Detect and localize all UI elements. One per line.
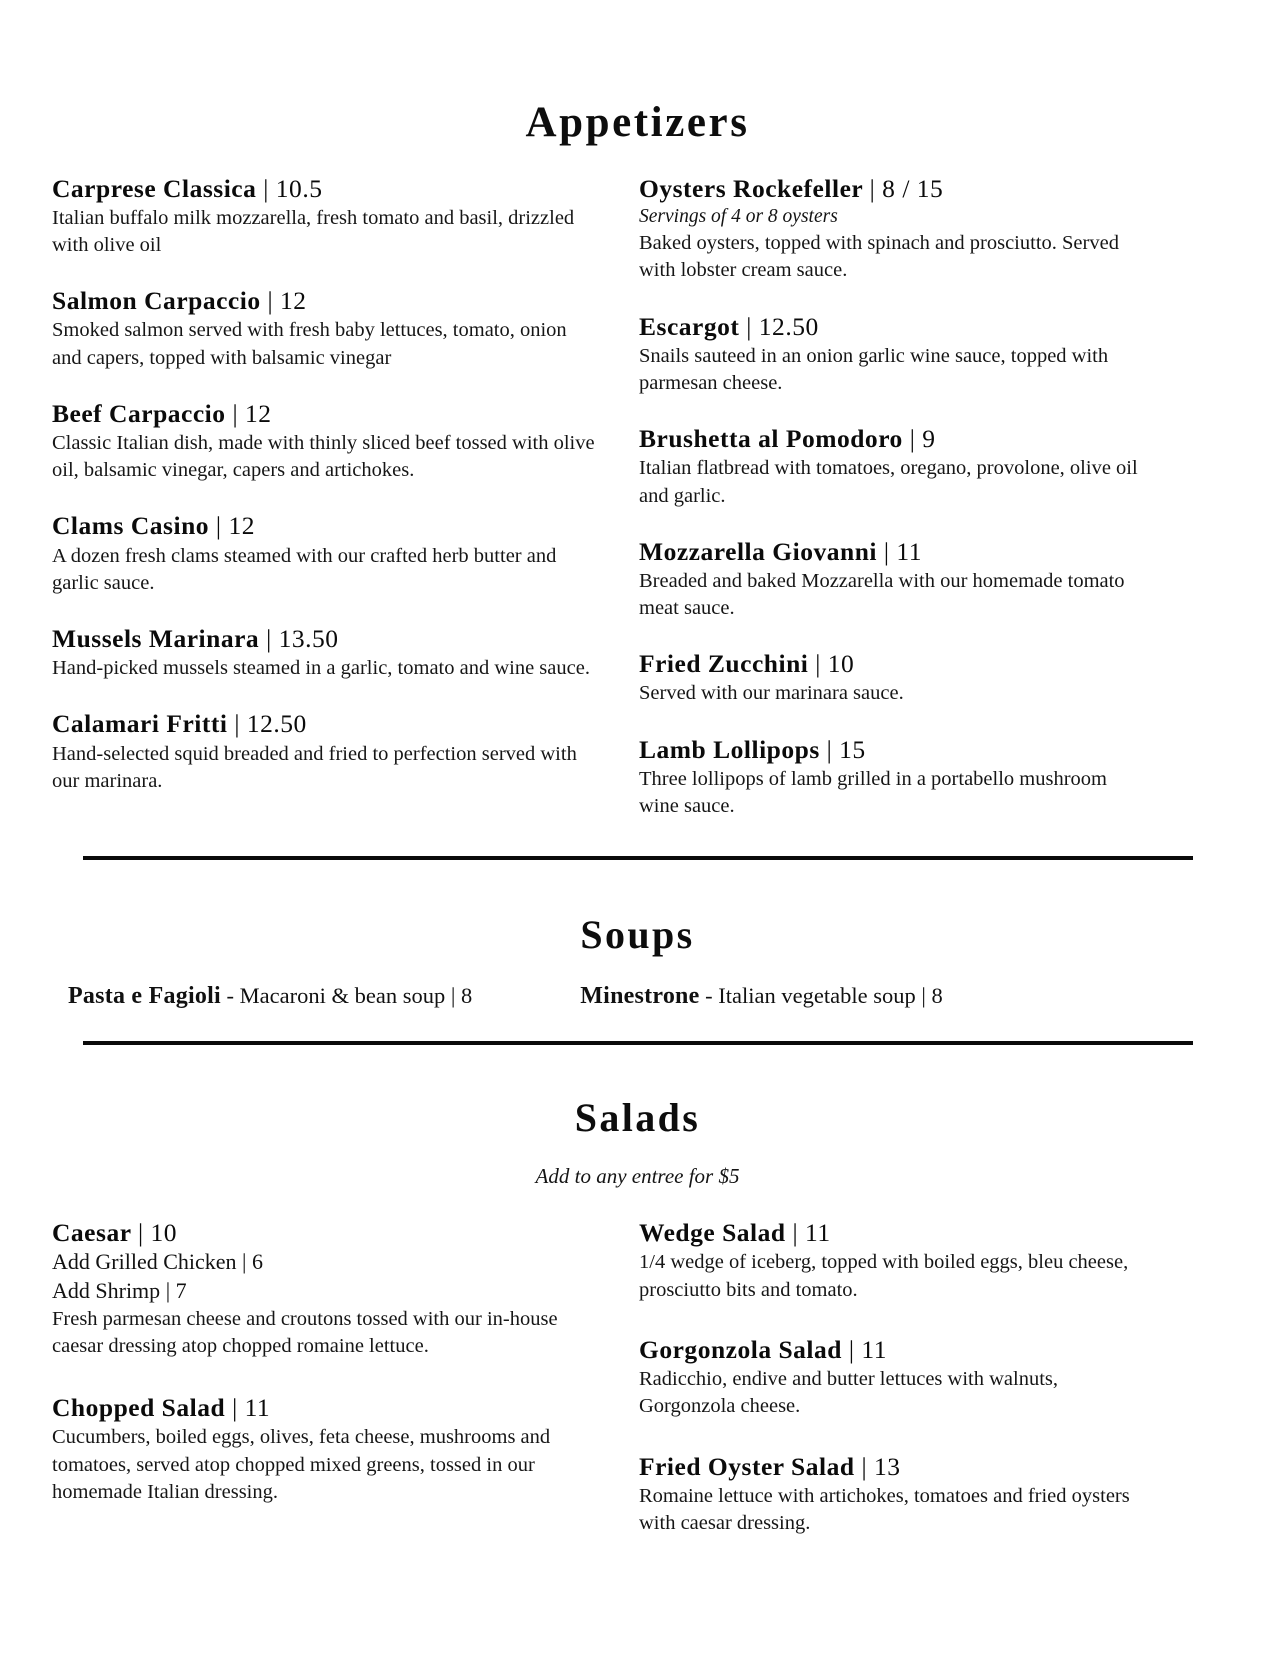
menu-item-name: Gorgonzola Salad [639,1334,842,1364]
menu-item [52,1217,597,1360]
addon-price: 6 [251,1249,263,1275]
menu-item-heading [52,285,597,316]
section-title-appetizers: Appetizers [525,98,750,146]
menu-item-addon [52,1248,597,1276]
appetizers-left-column [52,173,597,821]
menu-item-price: 11 [896,536,922,566]
price-separator: | [826,734,833,764]
salads-right-column [597,1217,1142,1537]
menu-item [52,1392,597,1506]
menu-item-description: Three lollipops of lamb grilled in a portabello mushroom wine sauce. [639,767,1107,818]
menu-item [52,708,597,795]
menu-item [639,423,1142,510]
price-separator: | [266,624,272,654]
menu-item-name: Oysters Rockefeller [639,173,863,203]
menu-item-price: 8 / 15 [882,173,944,203]
menu-item-heading [639,648,1142,679]
menu-item-name: Caesar [52,1218,132,1248]
menu-item-price: 11 [861,1334,887,1364]
menu-item-price: 11 [805,1218,831,1248]
menu-item-description: Classic Italian dish, made with thinly sliced beef tossed with olive oil, balsamic vinegar, capers and artichokes. [52,431,595,482]
section-title-soups: Soups [580,912,695,958]
menu-item-heading [639,734,1142,765]
menu-item-description: Breaded and baked Mozzarella with our homemade tomato meat sauce. [639,569,1125,620]
menu-item-name: Brushetta al Pomodoro [639,424,903,454]
menu-item-heading [52,708,597,739]
price-separator: | [746,311,752,341]
menu-item [52,173,597,260]
addon-label: Add Grilled Chicken [52,1249,237,1275]
menu-item-price: 12.50 [758,311,819,341]
price-separator: | [165,1277,171,1303]
menu-item-heading [639,173,1142,204]
menu-item-heading [52,1392,597,1423]
soup-dash: - [226,982,235,1008]
appetizers-columns [0,173,1275,821]
menu-item [639,734,1142,821]
menu-item-heading [639,536,1142,567]
soup-price: 8 [931,982,943,1008]
price-separator: | [848,1334,855,1364]
menu-item-name: Mussels Marinara [52,624,260,654]
menu-item [639,536,1142,623]
menu-item-name: Fried Zucchini [639,649,809,679]
menu-item-name: Lamb Lollipops [639,734,820,764]
menu-item-name: Mozzarella Giovanni [639,536,877,566]
soup-dash: - [705,982,713,1008]
soup-name: Pasta e Fagioli [68,982,221,1009]
price-separator: | [792,1218,799,1248]
section-divider-soups [83,856,1193,860]
price-separator: | [232,1393,238,1423]
menu-item-name: Wedge Salad [639,1218,786,1248]
menu-item [639,1451,1142,1538]
menu-item-description: Radicchio, endive and butter lettuces with walnuts, Gorgonzola cheese. [639,1368,1058,1418]
menu-item [639,311,1142,398]
soup-item [580,982,942,1011]
menu-item-description: Hand-selected squid breaded and fried to perfection served with our marinara. [52,742,577,792]
soup-price: 8 [461,982,473,1008]
menu-item [639,648,1142,707]
menu-item-price: 13.50 [278,624,339,654]
menu-item-price: 10 [150,1218,178,1248]
soup-item [68,982,472,1011]
menu-item-description: Romaine lettuce with artichokes, tomatoes and fried oysters with caesar dressing. [639,1484,1130,1534]
addon-label: Add Shrimp [52,1277,161,1303]
price-separator: | [883,536,890,566]
menu-item-price: 9 [922,424,936,454]
menu-item-name: Salmon Carpaccio [52,286,261,316]
soup-name: Minestrone [580,982,700,1009]
appetizers-right-column [597,173,1142,821]
menu-item-heading [639,423,1142,454]
menu-item-price: 11 [244,1393,271,1423]
soup-description: Italian vegetable soup [718,982,916,1008]
menu-page [0,29,1275,1679]
menu-item-price: 12.50 [246,709,307,739]
section-divider-salads [83,1041,1193,1045]
price-separator: | [815,649,821,679]
soup-description: Macaroni & bean soup [239,982,446,1008]
menu-item-description: Smoked salmon served with fresh baby lettuces, tomato, onion and capers, topped with balsamic vinegar [52,319,567,369]
menu-item-heading [52,173,597,204]
menu-item-price: 12 [244,398,272,428]
menu-item-heading [639,1451,1142,1482]
menu-item-description: Hand-picked mussels steamed in a garlic, tomato and wine sauce. [52,657,590,680]
addon-price: 7 [175,1277,187,1303]
menu-item-description: Baked oysters, topped with spinach and prosciutto. Served with lobster cream sauce. [639,232,1119,282]
price-separator: | [137,1218,144,1248]
menu-item-heading [52,1217,597,1248]
menu-item-name: Chopped Salad [52,1393,226,1423]
price-separator: | [861,1451,868,1481]
price-separator: | [242,1249,247,1275]
menu-item-description: Snails sauteed in an onion garlic wine sauce, topped with parmesan cheese. [639,344,1109,394]
menu-item-price: 13 [873,1451,901,1481]
menu-item-description: A dozen fresh clams steamed with our crafted herb butter and garlic sauce. [52,544,557,594]
menu-item-description: Fresh parmesan cheese and croutons tossed with our in-house caesar dressing atop chopped romaine lettuce. [52,1307,558,1357]
price-separator: | [267,286,274,316]
menu-item [639,1217,1142,1304]
price-separator: | [450,982,456,1008]
salads-subtitle: Add to any entree for $5 [535,1164,740,1189]
menu-item-heading [52,623,597,654]
soups-row [0,982,1275,1011]
menu-item-heading [52,398,597,429]
menu-item-heading [639,311,1142,342]
price-separator: | [234,709,240,739]
menu-item-price: 12 [228,511,255,541]
menu-item-name: Clams Casino [52,511,210,541]
menu-item [52,510,597,597]
menu-item-price: 12 [280,286,307,316]
menu-item-name: Carprese Classica [52,173,257,203]
menu-item-description: Served with our marinara sauce. [639,682,904,705]
menu-item-name: Fried Oyster Salad [639,1451,855,1481]
menu-item [639,1334,1142,1421]
price-separator: | [232,398,239,428]
price-separator: | [869,173,876,203]
menu-item-name: Escargot [639,311,740,341]
menu-item-name: Calamari Fritti [52,709,228,739]
menu-item-note: Servings of 4 or 8 oysters [639,205,838,227]
menu-item-heading [639,1334,1142,1365]
menu-item-description: Italian buffalo milk mozzarella, fresh tomato and basil, drizzled with olive oil [52,206,575,256]
menu-item-name: Beef Carpaccio [52,398,226,428]
menu-item-description: 1/4 wedge of iceberg, topped with boiled eggs, bleu cheese, prosciutto bits and tomato. [639,1251,1129,1301]
price-separator: | [263,173,269,203]
menu-item [52,285,597,372]
menu-item [52,623,597,682]
menu-item-heading [52,510,597,541]
price-separator: | [215,511,222,541]
menu-item-price: 15 [839,734,866,764]
menu-item [52,398,597,485]
menu-item-price: 10.5 [275,173,323,203]
menu-item [639,173,1142,285]
salads-columns [0,1217,1275,1537]
price-separator: | [921,982,926,1008]
menu-item-addon [52,1277,597,1305]
menu-item-price: 10 [827,649,855,679]
price-separator: | [909,424,916,454]
menu-item-description: Cucumbers, boiled eggs, olives, feta cheese, mushrooms and tomatoes, served atop chopped mixed greens, tossed in our homemade Italian dressing. [52,1426,551,1503]
salads-left-column [52,1217,597,1537]
section-title-salads: Salads [574,1094,701,1140]
menu-item-heading [639,1217,1142,1248]
menu-item-description: Italian flatbread with tomatoes, oregano, provolone, olive oil and garlic. [639,457,1138,507]
